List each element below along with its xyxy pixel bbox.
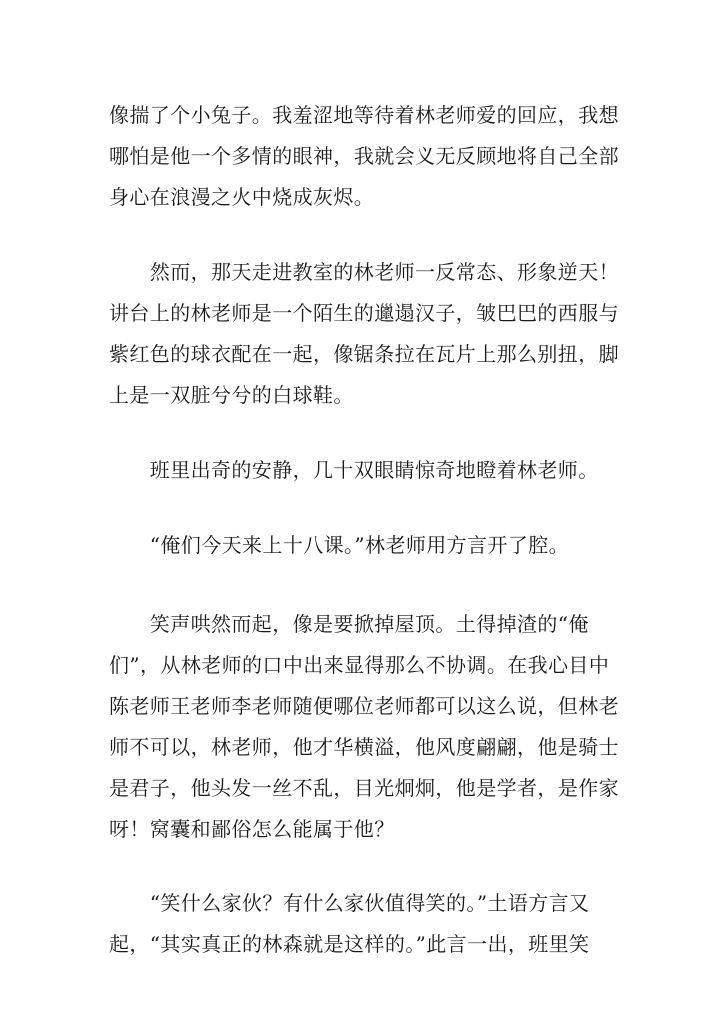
paragraph-5-line-3: 陈老师王老师李老师随便哪位老师都可以这么说，但林老 xyxy=(109,694,619,718)
paragraph-2-line-4: 上是一双脏兮兮的白球鞋。 xyxy=(109,383,354,407)
paragraph-2-line-3: 紫红色的球衣配在一起，像锯条拉在瓦片上那么别扭，脚 xyxy=(109,342,619,366)
paragraph-2-line-1: 然而，那天走进教室的林老师一反常态、形象逆天！ xyxy=(109,260,619,284)
paragraph-5-line-1: 笑声哄然而起，像是要掀掉屋顶。土得掉渣的“俺 xyxy=(109,612,589,636)
paragraph-1-line-3: 身心在浪漫之火中烧成灰烬。 xyxy=(109,185,375,209)
paragraph-6-line-1: “笑什么家伙？有什么家伙值得笑的。”土语方言又 xyxy=(109,891,590,915)
paragraph-5-line-5: 是君子，他头发一丝不乱，目光炯炯，他是学者，是作家 xyxy=(109,776,619,800)
paragraph-5-line-4: 师不可以，林老师，他才华横溢，他风度翩翩，他是骑士 xyxy=(109,735,619,759)
paragraph-2-line-2: 讲台上的林老师是一个陌生的邋遢汉子，皱巴巴的西服与 xyxy=(109,301,619,325)
paragraph-1-line-1: 像揣了个小兔子。我羞涩地等待着林老师爱的回应，我想 xyxy=(109,103,619,127)
paragraph-6-line-2: 起，“其实真正的林森就是这样的。”此言一出，班里笑 xyxy=(109,932,590,956)
paragraph-5-line-6: 呀！窝囊和鄙俗怎么能属于他？ xyxy=(109,817,395,841)
paragraph-1-line-2: 哪怕是他一个多情的眼神，我就会义无反顾地将自己全部 xyxy=(109,144,619,168)
paragraph-3-line-1: 班里出奇的安静，几十双眼睛惊奇地瞪着林老师。 xyxy=(109,458,599,482)
paragraph-5-line-2: 们”，从林老师的口中出来显得那么不协调。在我心目中 xyxy=(109,653,610,677)
paragraph-4-line-1: “俺们今天来上十八课。”林老师用方言开了腔。 xyxy=(109,533,570,557)
